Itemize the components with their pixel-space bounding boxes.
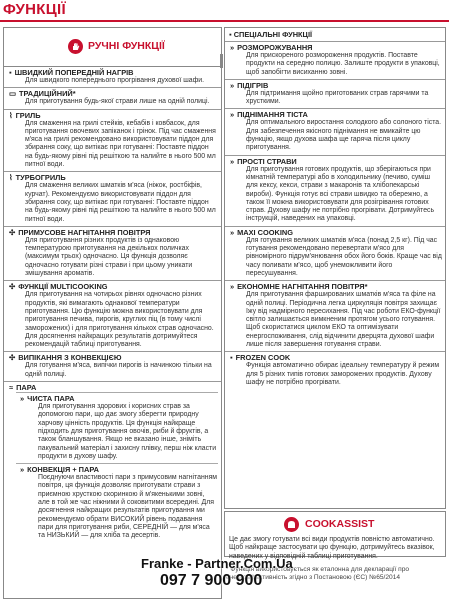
- function-name: MAXI COOKING: [237, 227, 293, 237]
- footnote: * Функція використовується як еталонна для декларації про енергоефективність згідно з Постановою (ЄС) №65/2014: [226, 566, 410, 581]
- function-description: Для приготування на чотирьох рівнях одночасно різних продуктів, які вимагають однакової температури приготування. Цю функцію можна використовувати для приготування печива, пирогів, круглих піц (в тому числі заморожених) і для приготування кількох страв одночасно. Для досягнення найкращих результатів дотримуйтеся рекомендацій таблиці приготування.: [25, 291, 214, 349]
- function-description: Для оптимального виростання солодкого або солоного тіста. Для забезпечення якісного піднімання не вмикайте цю функцію, якщо духова шафа ще гаряча після циклу приготування.: [246, 119, 442, 152]
- function-item: [225, 227, 445, 281]
- function-description: Для приготування будь-якої страви лише на одній полиці.: [25, 98, 210, 106]
- cookassist-icon: [284, 517, 299, 532]
- function-item: [225, 42, 445, 80]
- function-description: Для прискореного розмороження продуктів. Поставте продукти на середню полицю. Залиште продукти в упаковці, щоб запобігти висиханню зовні.: [246, 52, 440, 76]
- special-functions-panel: [224, 27, 446, 509]
- steam-icon: ≈: [9, 383, 14, 393]
- function-description: Для готування великих шматків м'яса (понад 2,5 кг). Під час готування рекомендовано перевертати м'ясо для рівномірного підрум'янювання обох його боків. Краще час від часу поливати м'ясо, щоб унеможливити його пересушування.: [246, 236, 442, 277]
- function-name: ГРИЛЬ: [15, 110, 41, 120]
- function-description: Для смаження на грилі стейків, кебабів і ковбасок, для приготування овочевих запіканок і грінок. Під час смаження м'яса на грилі рекомендовано використовувати піддон для збирання соку, що витікає при готуванні: Поставте піддон на будь-якому рівні під решіткою та налийте в нього 500 мл питної води.: [25, 119, 216, 169]
- function-item: [4, 382, 221, 544]
- conventional-icon: ▭: [9, 89, 16, 99]
- function-name: ПАРА: [16, 383, 37, 393]
- function-name: ПІДНІМАННЯ ТІСТА: [237, 110, 308, 120]
- keep-warm-icon: »: [230, 80, 235, 90]
- cookassist-title: COOKASSIST: [305, 518, 375, 530]
- function-name: РОЗМОРОЖУВАННЯ: [237, 43, 313, 52]
- function-description: Для приготування фаршированих шматків м'яса та філе на одній полиці. Періодична легка циркуляція повітря захищає їжу від надмірного пересихання. Під час роботи ЕКО-функції світло залишається вимкненим протягом усього готування. Щоб скористатися циклом ЕКО та оптимізувати енергоспоживання, слід відчинити дверцята духової шафи лише після завершення готування страви.: [246, 291, 441, 349]
- function-name: ШВИДКИЙ ПОПЕРЕДНІЙ НАГРІВ: [14, 68, 134, 77]
- function-item: [4, 110, 221, 173]
- function-item: [4, 227, 221, 281]
- function-description: Для приготування різних продуктів із однаковою температурою приготування на декількох поличках (максимум трьох) одночасно. Ця функція дозволяє одночасно готувати різні страви і при цьому уникати змішування ароматів.: [25, 236, 193, 278]
- page-header: [0, 0, 449, 22]
- multicooking-icon: ✣: [9, 282, 16, 292]
- pure-steam-icon: »: [20, 394, 25, 404]
- manual-functions-header: [4, 28, 221, 67]
- cookassist-description: Це дає змогу готувати всі види продуктів повністю автоматично. Щоб найкраще застосувати цю функцію, дотримуйтесь вказівок, наведених у відповідній таблиці приготування.: [229, 536, 435, 560]
- function-name: ТРАДИЦІЙНИЙ*: [18, 89, 76, 99]
- forced-air-icon: ✣: [9, 227, 16, 237]
- watermark-phone: 097 7 900 900: [160, 572, 263, 589]
- manual-functions-title: РУЧНІ ФУНКЦІЇ: [88, 40, 165, 52]
- function-item: [225, 156, 445, 227]
- function-item: [4, 88, 221, 109]
- watermark-site: Franke - Partner.Com.Ua: [141, 556, 293, 571]
- eco-forced-air-icon: »: [230, 282, 235, 292]
- function-item: [4, 352, 221, 382]
- frozen-cook-icon: ▪: [230, 353, 233, 363]
- function-name: ПІДІГРІВ: [237, 80, 269, 90]
- function-description: Для приготування здорових і корисних страв за допомогою пари, що дає змогу зберегти природну харчову цінність продуктів. Ця функція найкраще підходить для приготування овочів, риби й фруктів, а також бланшування. Якщо не вказано інше, зніміть пакувальний матеріал і захисну плівку, перш ніж класти продукти в духову шафу.: [38, 403, 217, 460]
- function-item: [4, 281, 221, 352]
- function-item: [225, 109, 445, 155]
- column-divider: [220, 54, 223, 68]
- special-functions-icon: ▪: [229, 30, 234, 39]
- convection-bake-icon: ✣: [9, 353, 16, 363]
- function-name: ЧИСТА ПАРА: [27, 394, 75, 404]
- function-name: FROZEN COOK: [235, 353, 291, 363]
- function-name: КОНВЕКЦІЯ + ПАРА: [27, 465, 99, 475]
- function-name: ПРОСТІ СТРАВИ: [237, 156, 297, 166]
- function-item: [225, 352, 445, 389]
- preheat-icon: ▪: [9, 68, 12, 77]
- function-description: Для швидкого попереднього прогрівання духової шафи.: [25, 77, 205, 84]
- function-item: [4, 67, 221, 88]
- steam-subfunction: [16, 463, 218, 542]
- function-item: [225, 281, 445, 352]
- function-description: Для смаження великих шматків м'яса (ніжок, ростбіфів, курчат). Рекомендуємо використовувати піддон для збирання соку, що витікає при готуванні: Поставте піддон на будь-якому рівні під решіткою та налийте в нього 500 мл питної води.: [25, 182, 216, 223]
- cookassist-panel: [224, 511, 446, 560]
- header-rule: [0, 20, 449, 22]
- manual-functions-panel: [3, 27, 222, 599]
- special-functions-title: ▪ СПЕЦІАЛЬНІ ФУНКЦІЇ: [225, 28, 445, 42]
- function-description: Для підтримання щойно приготованих страв гарячими та хрусткими.: [246, 89, 429, 106]
- maxi-cooking-icon: »: [230, 227, 235, 237]
- grill-icon: ⌇: [9, 110, 13, 120]
- function-item: [225, 80, 445, 110]
- hand-icon: [68, 39, 83, 54]
- function-description: Для приготування готових продуктів, що зберігаються при кімнатній температурі або в холодильнику (печиво, суміш для кексу, кекси, страви з макаронів та хлібопекарські вироби). Функція готує всі страви швидко та обережно, а також її можна використовувати для розігрівання готових страв. Духову шафу не потрібно прогрівати. Дотримуйтесь інструкцій, наведених на упаковці.: [246, 165, 435, 223]
- function-description: Для готування м'яса, випічки пирогів із начинкою тільки на одній полиці.: [25, 362, 212, 378]
- convenience-icon: »: [230, 156, 235, 166]
- steam-subfunction: [16, 392, 218, 463]
- function-name: ФУНКЦІЇ MULTICOOKING: [18, 282, 108, 292]
- function-name: ЕКОНОМНЕ НАГНІТАННЯ ПОВІТРЯ*: [237, 282, 368, 292]
- function-description: Функція автоматично обирає ідеальну температуру й режим для 5 різних типів готових заморожених продуктів. Духову шафу не потрібно прогрівати.: [246, 362, 440, 386]
- function-name: ВИПІКАННЯ З КОНВЕКЦІЄЮ: [18, 353, 122, 363]
- defrost-icon: »: [230, 43, 235, 52]
- turbo-grill-icon: ⌇: [9, 173, 13, 183]
- convection-steam-icon: »: [20, 465, 25, 475]
- function-item: [4, 172, 221, 226]
- function-name: ТУРБОГРИЛЬ: [15, 173, 66, 183]
- rising-icon: »: [230, 110, 235, 120]
- function-name: ПРИМУСОВЕ НАГНІТАННЯ ПОВІТРЯ: [18, 227, 151, 237]
- function-description: Поєднуючи властивості пари з примусовим нагнітанням повітря, ця функція дозволяє приготувати страви з приємною хрусткою скоринкою й м'якенькими зовні, але в той же час ніжними й соковитими всередині. Для досягнення найкращих результатів приготування ми рекомендуємо обрати ВИСОКИЙ рівень подавання пари для приготування риби, СЕРЕДНІЙ — для м'яса та НИЗЬКИЙ — для хліба та десертів.: [38, 474, 218, 540]
- page-title: ФУНКЦІЇ: [3, 1, 66, 18]
